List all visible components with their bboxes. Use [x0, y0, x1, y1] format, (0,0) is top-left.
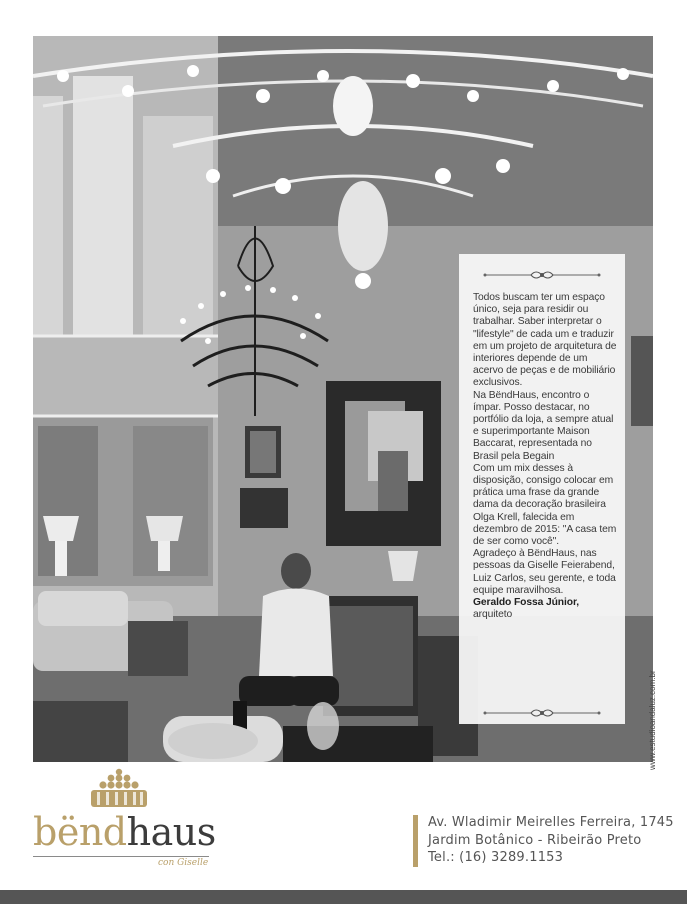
- address-line-phone: Tel.: (16) 3289.1153: [428, 850, 564, 865]
- brand-name-part2: haus: [126, 810, 216, 854]
- paragraph-4: Agradeço à BëndHaus, nas pessoas da Giselle Feierabend, Luiz Carlos, seu gerente, e toda equipe maravilhosa.: [473, 548, 616, 596]
- testimonial-panel: [459, 254, 625, 724]
- signature-role: arquiteto: [473, 609, 513, 621]
- chandelier-dome-icon: [88, 768, 150, 815]
- brand-underline: [33, 856, 209, 857]
- brand-name-part1: bënd: [33, 810, 127, 854]
- flourish-divider-icon: [459, 706, 625, 720]
- store-address: [428, 814, 674, 867]
- paragraph-3: Com um mix desses à disposição, consigo colocar em prática uma frase da grande dama da decoração brasileira Olga Krell, falecida em dezembro de 2015: "A casa tem de ser como você".: [473, 462, 617, 548]
- address-line-street: Av. Wladimir Meirelles Ferreira, 1745: [428, 815, 674, 830]
- paragraph-2: Na BëndHaus, encontro o ímpar. Posso destacar, no portfólio da loja, a sempre atual e superimportante Maison Baccarat, representada no Brasil pela Begain: [473, 389, 614, 462]
- footer-bar: [0, 890, 687, 904]
- photo-credit: www.estudioandaluz.com.br: [648, 670, 657, 770]
- paragraph-1: Todos buscam ter um espaço único, seja para residir ou trabalhar. Saber interpretar o "lifestyle" de cada um e traduzir em um projeto de arquitetura de interiores depende de um acervo de peças e de mobiliário exclusivos.: [473, 292, 617, 389]
- signature-name: Geraldo Fossa Júnior,: [473, 597, 580, 609]
- brand-tagline: con Giselle: [158, 858, 209, 868]
- flourish-divider-icon: [459, 268, 625, 282]
- address-line-city: Jardim Botânico - Ribeirão Preto: [428, 832, 642, 848]
- address-accent-bar: [413, 815, 418, 867]
- brand-name: [33, 810, 216, 854]
